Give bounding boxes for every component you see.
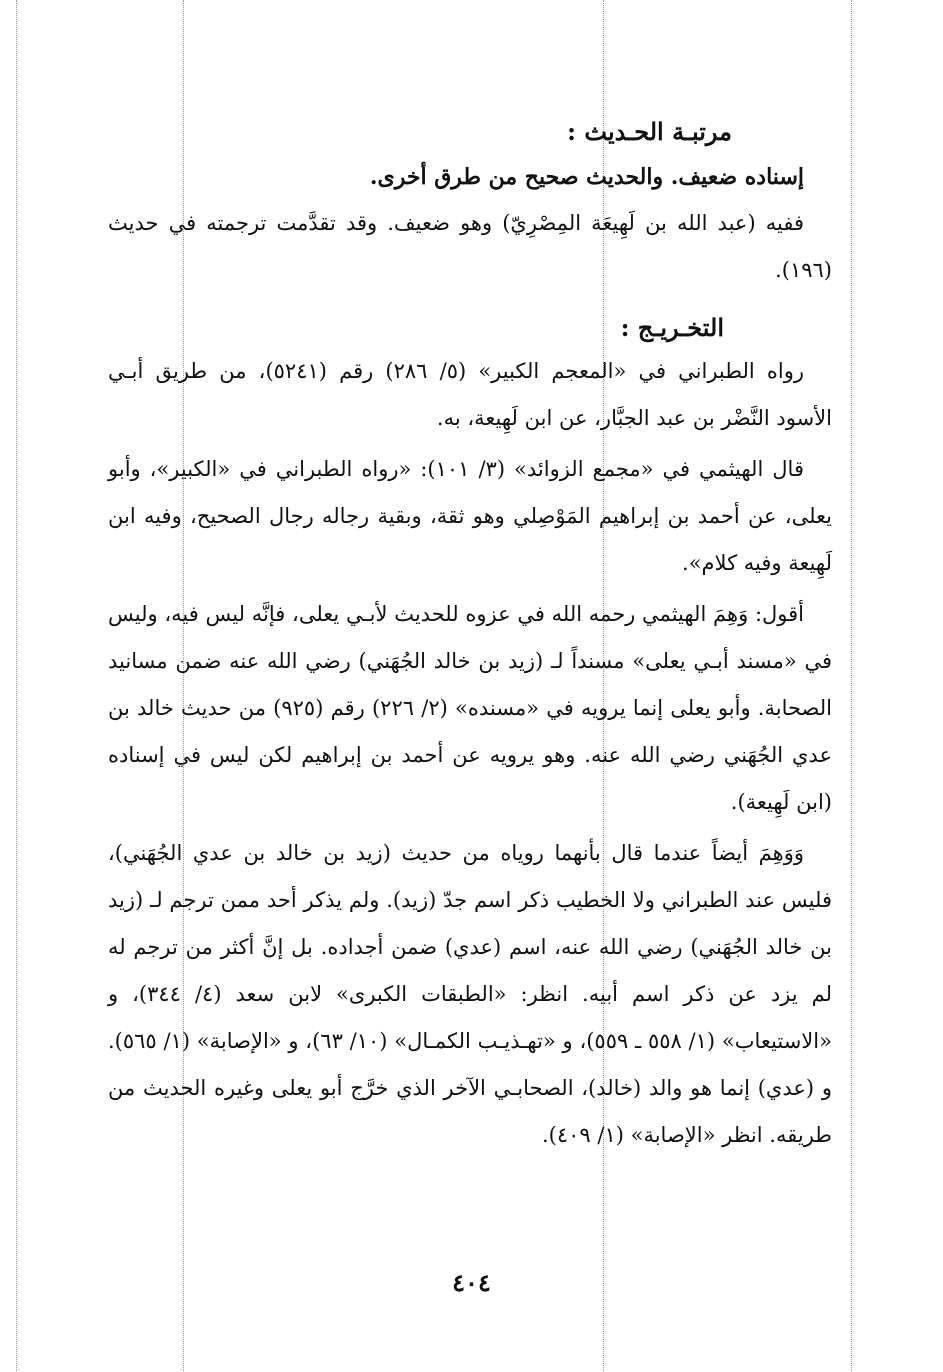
takhrij-paragraph: وَوَهِمَ أيضاً عندما قال بأنهما روياه من حديث (زيد بن خالد بن عدي الجُهَني)، فليس عند الطبراني ولا الخطيب ذكر اسم جدّ (زيد). ولم يذكر أحد ممن ترجم لـ (زيد بن خالد الجُهَني) رضي الله عنه، اسم (عدي) ضمن أجداده. بل إنَّ أكثر من ترجم له لم يزد عن ذكر اسم أبيه. انظر: «الطبقات الكبرى» لابن سعد (٤/ ٣٤٤)، و «الاستيعاب» (١/ ٥٥٨ ـ ٥٥٩)، و «تهـذيـب الكمـال» (١٠/ ٦٣)، و «الإصابة» (١/ ٥٦٥). و (عدي) إنما هو والد (خالد)، الصحابـي الآخر الذي خرَّج أبو يعلى وغيره الحديث من طريقه. انظر «الإصابة» (١/ ٤٠٩). [108,841,832,1147]
section-heading-hadith-grade: مرتبـة الحـديث : [567,117,732,146]
margin-guide-line [16,0,17,1372]
hadith-grade-explanation: ففيه (عبد الله بن لَهِيعَة المِصْرِيّ) وهو ضعيف. وقد تقدَّمت ترجمته في حديث (١٩٦). [108,211,832,282]
section-spacer [108,298,832,308]
margin-guide-line [851,0,852,1372]
section-heading-takhrij: التخـريـج : [620,313,724,342]
takhrij-paragraph: أقول: وَهِمَ الهيثمي رحمه الله في عزوه للحديث لأبـي يعلى، فإنَّه ليس فيه، وليس في «مسند أبـي يعلى» مسنداً لـ (زيد بن خالد الجُهَني) رضي الله عنه ضمن مسانيد الصحابة. وأبو يعلى إنما يرويه في «مسنده» (٢/ ٢٢٦) رقم (٩٢٥) من حديث خالد بن عدي الجُهَني رضي الله عنه. وهو يرويه عن أحمد بن إبراهيم لكن ليس في إسناده (ابن لَهِيعة). [108,602,832,814]
page-number: ٤٠٤ [452,1268,491,1297]
takhrij-paragraph: رواه الطبراني في «المعجم الكبير» (٥/ ٢٨٦) رقم (٥٢٤١)، من طريق أبـي الأسود النَّضْر بن عبد الجبَّار، عن ابن لَهِيعة، به. [108,359,832,430]
hadith-grade-verdict: إسناده ضعيف. والحديث صحيح من طرق أخرى. [369,164,804,190]
page-body [108,112,832,1163]
takhrij-paragraph: قال الهيثمي في «مجمع الزوائد» (٣/ ١٠١): «رواه الطبراني في «الكبير»، وأبو يعلى، عن أحمد بن إبراهيم المَوْصِلي وهو ثقة، وبقية رجاله رجال الصحيح، وفيه ابن لَهِيعة وفيه كلام». [108,457,832,575]
